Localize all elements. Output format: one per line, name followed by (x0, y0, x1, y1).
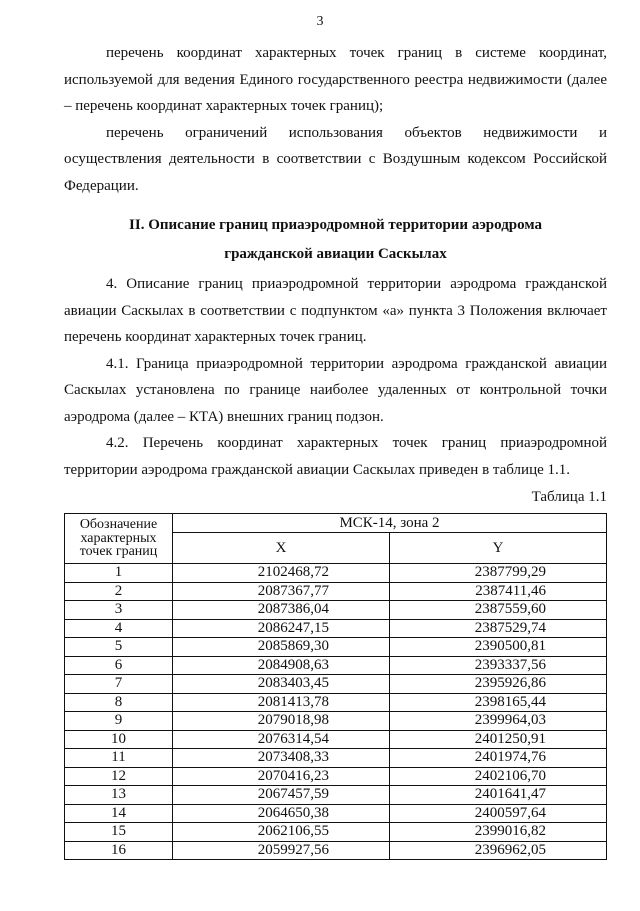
point-number-cell: 7 (65, 675, 173, 694)
table-caption: Таблица 1.1 (531, 489, 607, 505)
y-coordinate-cell: 2401250,91 (390, 730, 607, 749)
coordinate-system-header: МСК-14, зона 2 (173, 514, 607, 533)
section-heading (64, 211, 607, 269)
x-coordinate-cell: 2059927,56 (173, 841, 390, 860)
x-coordinate-cell: 2070416,23 (173, 767, 390, 786)
table-row (65, 823, 607, 842)
x-coordinate-cell: 2064650,38 (173, 804, 390, 823)
y-coordinate-cell: 2401641,47 (390, 786, 607, 805)
x-coordinate-cell: 2085869,30 (173, 638, 390, 657)
x-coordinate-cell: 2076314,54 (173, 730, 390, 749)
x-coordinate-cell: 2081413,78 (173, 693, 390, 712)
section-heading-line-1: II. Описание границ приаэродромной территории аэродрома (129, 217, 542, 233)
y-coordinate-cell: 2387799,29 (390, 564, 607, 583)
paragraph-4: 4. Описание границ приаэродромной территории аэродрома гражданской авиации Саскылах в соответствии с подпунктом «а» пункта 3 Положения включает перечень координат характерных точек границ. (64, 276, 607, 345)
table-row (65, 730, 607, 749)
x-coordinate-cell: 2079018,98 (173, 712, 390, 731)
point-number-cell: 9 (65, 712, 173, 731)
table-row (65, 767, 607, 786)
y-coordinate-cell: 2387529,74 (390, 619, 607, 638)
y-coordinate-cell: 2395926,86 (390, 675, 607, 694)
intro-paragraph-2: перечень ограничений использования объектов недвижимости и осуществления деятельности в соответствии с Воздушным кодексом Российской Федерации. (64, 124, 607, 194)
point-number-cell: 3 (65, 601, 173, 620)
y-coordinate-cell: 2390500,81 (390, 638, 607, 657)
x-coordinate-cell: 2067457,59 (173, 786, 390, 805)
point-number-cell: 1 (65, 564, 173, 583)
x-coordinate-cell: 2102468,72 (173, 564, 390, 583)
table-row (65, 619, 607, 638)
x-coordinate-cell: 2087386,04 (173, 601, 390, 620)
point-number-cell: 11 (65, 749, 173, 768)
y-coordinate-cell: 2399016,82 (390, 823, 607, 842)
paragraph-4-2: 4.2. Перечень координат характерных точек границ приаэродромной территории аэродрома гражданской авиации Саскылах приведен в таблице 1.1. (64, 435, 607, 478)
y-header: Y (390, 533, 607, 564)
x-header: X (173, 533, 390, 564)
table-row (65, 786, 607, 805)
y-coordinate-cell: 2387559,60 (390, 601, 607, 620)
intro-paragraph-1: перечень координат характерных точек границ в системе координат, используемой для ведения Единого государственного реестра недвижимости (далее – перечень координат характерных точек границ); (64, 45, 607, 114)
table-row (65, 804, 607, 823)
table-row (65, 582, 607, 601)
y-coordinate-cell: 2396962,05 (390, 841, 607, 860)
point-number-cell: 8 (65, 693, 173, 712)
y-coordinate-cell: 2401974,76 (390, 749, 607, 768)
point-number-cell: 4 (65, 619, 173, 638)
table-row (65, 749, 607, 768)
document-body (64, 40, 607, 860)
point-number-cell: 14 (65, 804, 173, 823)
point-designation-header: Обозначение характерных точек границ (65, 514, 173, 564)
table-row (65, 601, 607, 620)
x-coordinate-cell: 2086247,15 (173, 619, 390, 638)
table-row (65, 841, 607, 860)
table-row (65, 693, 607, 712)
point-number-cell: 6 (65, 656, 173, 675)
table-body (65, 564, 607, 860)
point-number-cell: 12 (65, 767, 173, 786)
point-number-cell: 16 (65, 841, 173, 860)
x-coordinate-cell: 2084908,63 (173, 656, 390, 675)
y-coordinate-cell: 2387411,46 (390, 582, 607, 601)
point-number-cell: 15 (65, 823, 173, 842)
table-row (65, 656, 607, 675)
y-coordinate-cell: 2393337,56 (390, 656, 607, 675)
point-number-cell: 10 (65, 730, 173, 749)
page-number: 3 (316, 14, 324, 29)
y-coordinate-cell: 2402106,70 (390, 767, 607, 786)
point-number-cell: 2 (65, 582, 173, 601)
section-heading-line-2: гражданской авиации Саскылах (224, 246, 447, 262)
x-coordinate-cell: 2073408,33 (173, 749, 390, 768)
y-coordinate-cell: 2398165,44 (390, 693, 607, 712)
point-number-cell: 13 (65, 786, 173, 805)
paragraph-4-1: 4.1. Граница приаэродромной территории аэродрома гражданской авиации Саскылах установлена по границе наиболее удаленных от контрольной точки аэродрома (далее – КТА) внешних границ подзон. (64, 355, 607, 425)
y-coordinate-cell: 2400597,64 (390, 804, 607, 823)
point-number-cell: 5 (65, 638, 173, 657)
x-coordinate-cell: 2087367,77 (173, 582, 390, 601)
x-coordinate-cell: 2062106,55 (173, 823, 390, 842)
table-row (65, 712, 607, 731)
y-coordinate-cell: 2399964,03 (390, 712, 607, 731)
table-row (65, 564, 607, 583)
x-coordinate-cell: 2083403,45 (173, 675, 390, 694)
table-row (65, 638, 607, 657)
table-row (65, 675, 607, 694)
coordinates-table (64, 513, 607, 860)
